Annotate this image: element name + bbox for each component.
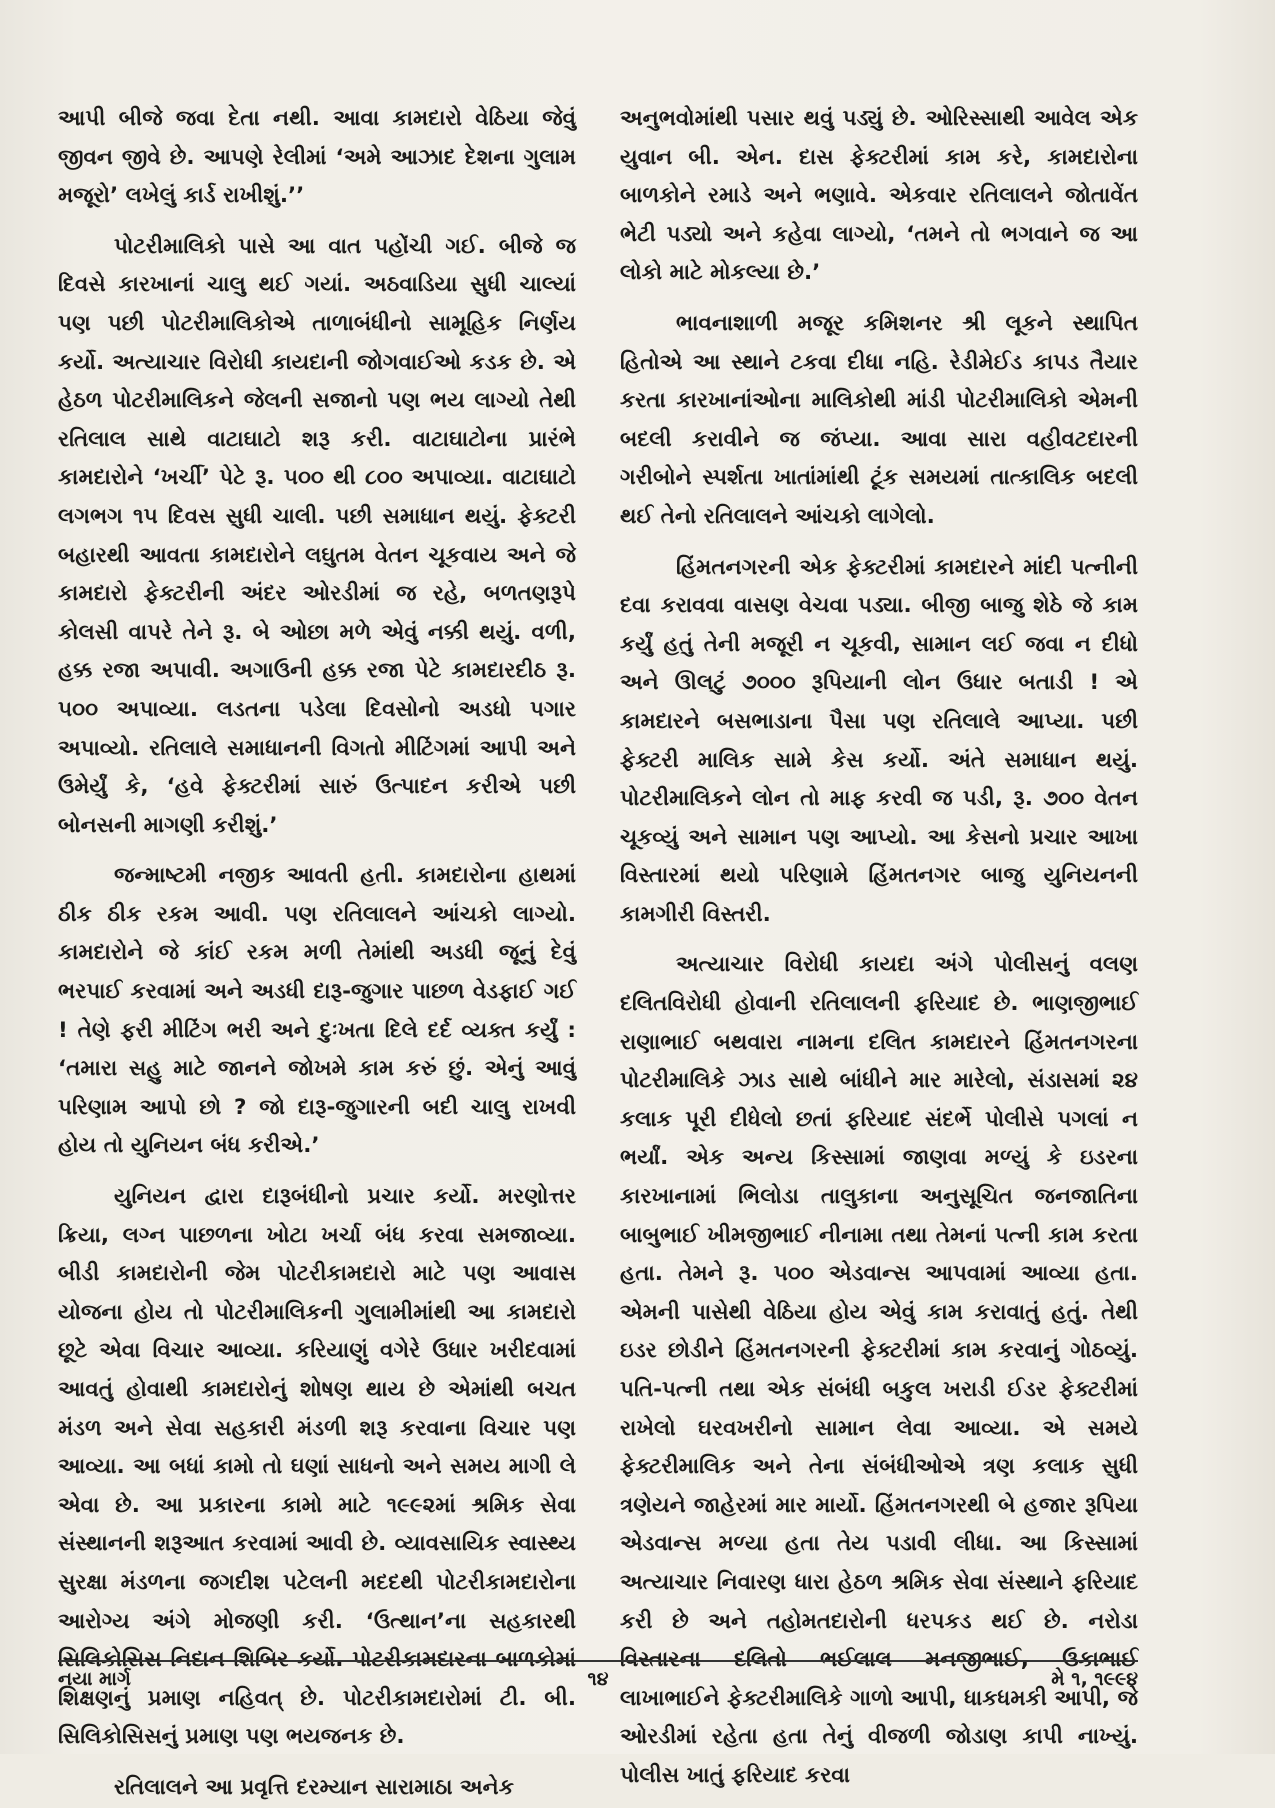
paragraph: યુનિયન દ્વારા દારૂબંધીનો પ્રચાર કર્યો. મરણોત્તર ક્રિયા, લગ્ન પાછળના ખોટા ખર્ચા બંધ કરવા સમજાવ્યા. બીડી કામદારોની જેમ પોટરીકામદારો માટે પણ આવાસ યોજના હોય તો પોટરીમાલિકની ગુલામીમાંથી આ કામદારો છૂટે એવા વિચાર આવ્યા. કરિયાણું વગેરે ઉધાર ખરીદવામાં આવતું હોવાથી કામદારોનું શોષણ થાય છે એમાંથી બચત મંડળ અને સેવા સહકારી મંડળી શરૂ કરવાના વિચાર પણ આવ્યા. આ બધાં કામો તો ઘણાં સાધનો અને સમય માગી લે એવા છે. આ પ્રકારના કામો માટે ૧૯૯૨માં શ્રમિક સેવા સંસ્થાનની શરૂઆત કરવામાં આવી છે. વ્યાવસાયિક સ્વાસ્થ્ય સુરક્ષા મંડળના જગદીશ પટેલની મદદથી પોટરીકામદારોના આરોગ્ય અંગે મોજણી કરી. ‘ઉત્થાન’ના સહકારથી સિલિકોસિસ નિદાન શિબિર કર્યો. પોટરીકામદારના બાળકોમાં શિક્ષણનું પ્રમાણ નહિવત્ છે. પોટરીકામદારોમાં ટી. બી. સિલિકોસિસનું પ્રમાણ પણ ભયજનક છે. [58, 1184, 576, 1750]
paragraph: અનુભવોમાંથી પસાર થવું પડ્યું છે. ઓરિસ્સાથી આવેલ એક યુવાન બી. એન. દાસ ફેક્ટરીમાં કામ કરે, કામદારોના બાળકોને રમાડે અને ભણાવે. એકવાર રતિલાલને જોતાવેંત ભેટી પડ્યો અને કહેવા લાગ્યો, ‘તમને તો ભગવાને જ આ લોકો માટે મોકલ્યા છે.’ [620, 106, 1138, 286]
paragraph: અત્યાચાર વિરોધી કાયદા અંગે પોલીસનું વલણ દલિતવિરોધી હોવાની રતિલાલની ફરિયાદ છે. ભાણજીભાઈ રાણાભાઈ બથવારા નામના દલિત કામદારને હિંમતનગરના પોટરીમાલિકે ઝાડ સાથે બાંધીને માર મારેલો, સંડાસમાં ૨૪ કલાક પૂરી દીધેલો છતાં ફરિયાદ સંદર્ભે પોલીસે પગલાં ન ભર્યાં. એક અન્ય કિસ્સામાં જાણવા મળ્યું કે ઇડરના કારખાનામાં ભિલોડા તાલુકાના અનુસૂચિત જનજાતિના બાબુભાઈ ખીમજીભાઈ નીનામા તથા તેમનાં પત્ની કામ કરતા હતા. તેમને રૂ. ૫૦૦ એડવાન્સ આપવામાં આવ્યા હતા. એમની પાસેથી વેઠિયા હોય એવું કામ કરાવાતું હતું. તેથી ઇડર છોડીને હિંમતનગરની ફેક્ટરીમાં કામ કરવાનું ગોઠવ્યું. પતિ-પત્ની તથા એક સંબંધી બકુલ ખરાડી ઈડર ફેક્ટરીમાં રાખેલો ઘરવખરીનો સામાન લેવા આવ્યા. એ સમયે ફેક્ટરીમાલિક અને તેના સંબંધીઓએ ત્રણ કલાક સુધી ત્રણેયને જાહેરમાં માર માર્યો. હિંમતનગરથી બે હજાર રૂપિયા એડવાન્સ મળ્યા હતા તેય પડાવી લીધા. આ કિસ્સામાં અત્યાચાર નિવારણ ધારા હેઠળ શ્રમિક સેવા સંસ્થાને ફરિયાદ કરી છે અને તહોમતદારોની ધરપકડ થઈ છે. નરોડા વિસ્તારના દલિતો ભઈલાલ મનજીભાઈ, ઉકાભાઈ લાખાભાઈને ફેક્ટરીમાલિકે ગાળો આપી, ધાકધમકી આપી, જે ઓરડીમાં રહેતા હતા તેનું વીજળી જોડાણ કાપી નાખ્યું. પોલીસ ખાતું ફરિયાદ કરવા [620, 952, 1138, 1788]
publication-name: નયા માર્ગ [58, 1668, 131, 1690]
page-footer [58, 1660, 1138, 1702]
paragraph: ભાવનાશાળી મજૂર કમિશનર શ્રી લૂકને સ્થાપિત હિતોએ આ સ્થાને ટકવા દીધા નહિ. રેડીમેઈડ કાપડ તૈયાર કરતા કારખાનાંઓના માલિકોથી માંડી પોટરીમાલિકો એમની બદલી કરાવીને જ જંપ્યા. આવા સારા વહીવટદારની ગરીબોને સ્પર્શતા ખાતાંમાંથી ટૂંક સમયમાં તાત્કાલિક બદલી થઈ તેનો રતિલાલને આંચકો લાગેલો. [620, 310, 1138, 529]
paragraph: રતિલાલને આ પ્રવૃત્તિ દરમ્યાન સારામાઠા અનેક [114, 1774, 514, 1800]
paragraph: પોટરીમાલિકો પાસે આ વાત પહોંચી ગઈ. બીજે જ દિવસે કારખાનાં ચાલુ થઈ ગયાં. અઠવાડિયા સુધી ચાલ્યાં પણ પછી પોટરીમાલિકોએ તાળાબંધીનો સામૂહિક નિર્ણય કર્યો. અત્યાચાર વિરોધી કાયદાની જોગવાઈઓ કડક છે. એ હેઠળ પોટરીમાલિકને જેલની સજાનો પણ ભય લાગ્યો તેથી રતિલાલ સાથે વાટાઘાટો શરૂ કરી. વાટાઘાટોના પ્રારંભે કામદારોને ‘ખર્ચી’ પેટે રૂ. ૫૦૦ થી ૮૦૦ અપાવ્યા. વાટાઘાટો લગભગ ૧૫ દિવસ સુધી ચાલી. પછી સમાધાન થયું. ફેક્ટરી બહારથી આવતા કામદારોને લઘુતમ વેતન ચૂકવાય અને જે કામદારો ફેક્ટરીની અંદર ઓરડીમાં જ રહે, બળતણરૂપે કોલસી વાપરે તેને રૂ. બે ઓછા મળે એવું નક્કી થયું. વળી, હક્ક રજા અપાવી. અગાઉની હક્ક રજા પેટે કામદારદીઠ રૂ. ૫૦૦ અપાવ્યા. લડતના પડેલા દિવસોનો અડધો પગાર અપાવ્યો. રતિલાલે સમાધાનની વિગતો મીટિંગમાં આપી અને ઉમેર્યું કે, ‘હવે ફેક્ટરીમાં સારું ઉત્પાદન કરીએ પછી બોનસની માગણી કરીશું.’ [58, 233, 576, 838]
page-number: ૧૪ [587, 1668, 609, 1690]
issue-date: મે ૧, ૧૯૯૪ [1051, 1668, 1138, 1690]
paragraph: આપી બીજે જવા દેતા નથી. આવા કામદારો વેઠિયા જેવું જીવન જીવે છે. આપણે રેલીમાં ‘અમે આઝાદ દેશના ગુલામ મજૂરો’ લખેલું કાર્ડ રાખીશું.’’ [58, 106, 576, 209]
paragraph: જન્માષ્ટમી નજીક આવતી હતી. કામદારોના હાથમાં ઠીક ઠીક રકમ આવી. પણ રતિલાલને આંચકો લાગ્યો. કામદારોને જે કાંઈ રકમ મળી તેમાંથી અડધી જૂનું દેવું ભરપાઈ કરવામાં અને અડધી દારૂ-જુગાર પાછળ વેડફાઈ ગઈ ! તેણે ફરી મીટિંગ ભરી અને દુઃખતા દિલે દર્દ વ્યક્ત કર્યું : ‘તમારા સહુ માટે જાનને જોખમે કામ કરું છું. એનું આવું પરિણામ આપો છો ? જો દારૂ-જુગારની બદી ચાલુ રાખવી હોય તો યુનિયન બંધ કરીએ.’ [58, 863, 576, 1159]
paragraph: હિંમતનગરની એક ફેક્ટરીમાં કામદારને માંદી પત્નીની દવા કરાવવા વાસણ વેચવા પડ્યા. બીજી બાજુ શેઠે જે કામ કર્યું હતું તેની મજૂરી ન ચૂકવી, સામાન લઈ જવા ન દીધો અને ઊલટું ૭૦૦૦ રૂપિયાની લોન ઉધાર બતાડી ! એ કામદારને બસભાડાના પૈસા પણ રતિલાલે આપ્યા. પછી ફેક્ટરી માલિક સામે કેસ કર્યો. અંતે સમાધાન થયું. પોટરીમાલિકને લોન તો માફ કરવી જ પડી, રૂ. ૭૦૦ વેતન ચૂકવ્યું અને સામાન પણ આપ્યો. આ કેસનો પ્રચાર આખા વિસ્તારમાં થયો પરિણામે હિંમતનગર બાજુ યુનિયનની કામગીરી વિસ્તરી. [620, 554, 1138, 927]
